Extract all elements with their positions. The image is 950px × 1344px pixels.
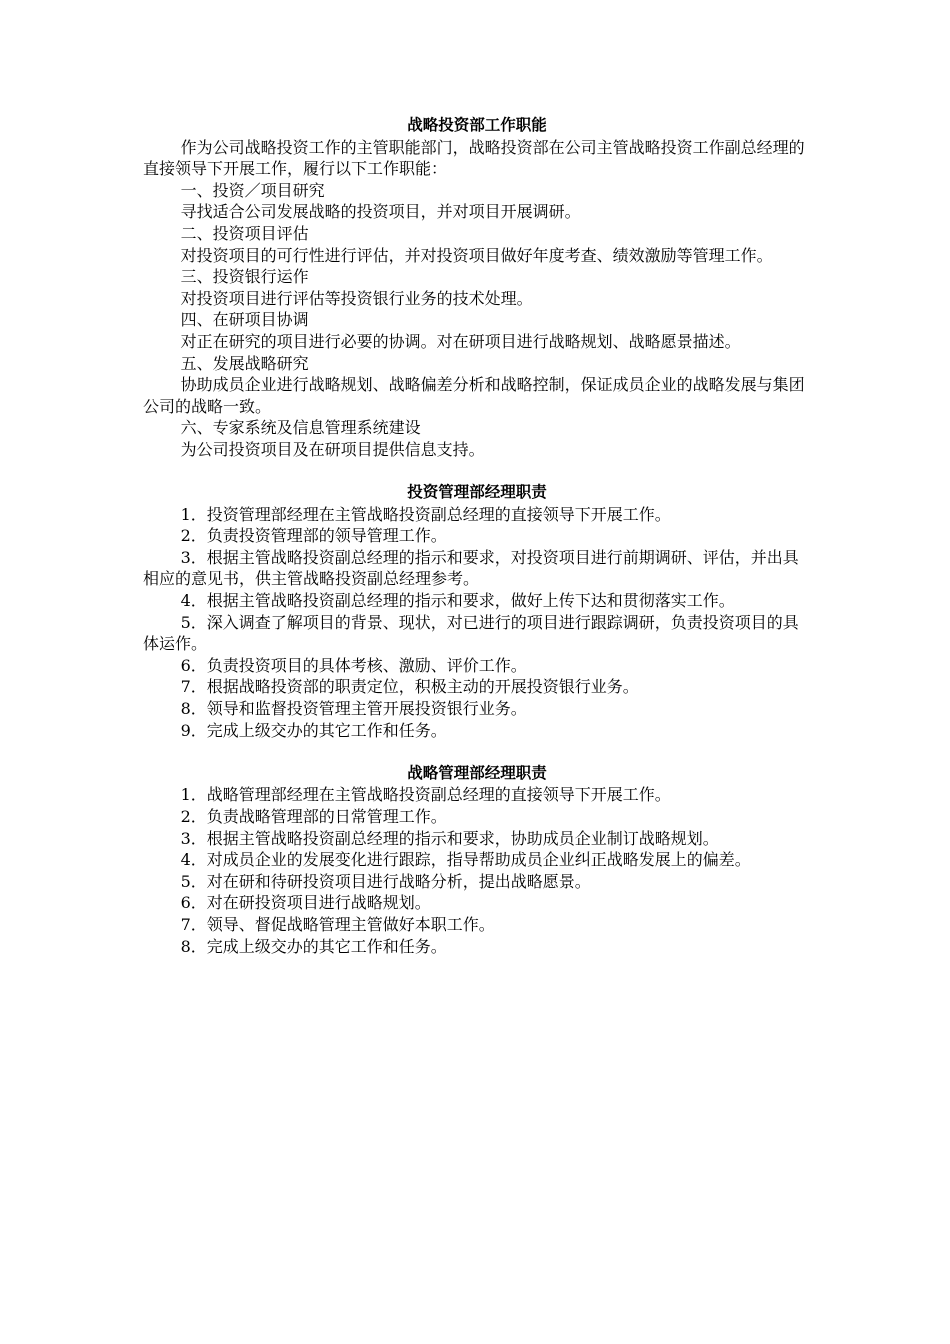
list-item: 5．对在研和待研投资项目进行战略分析，提出战略愿景。 bbox=[180, 871, 591, 891]
section-spacer bbox=[143, 741, 811, 763]
list-item: 1．战略管理部经理在主管战略投资副总经理的直接领导下开展工作。 bbox=[180, 785, 671, 805]
subheading: 四、在研项目协调 bbox=[180, 310, 309, 330]
section-spacer bbox=[143, 461, 811, 483]
section-title: 战略管理部经理职责 bbox=[407, 763, 547, 782]
paragraph: 对正在研究的项目进行必要的协调。对在研项目进行战略规划、战略愿景描述。 bbox=[180, 331, 741, 351]
paragraph: 协助成员企业进行战略规划、战略偏差分析和战略控制，保证成员企业的战略发展与集团公司的战略一致。 bbox=[143, 375, 805, 416]
list-item: 4．对成员企业的发展变化进行跟踪，指导帮助成员企业纠正战略发展上的偏差。 bbox=[180, 850, 751, 870]
section-title: 战略投资部工作职能 bbox=[407, 116, 547, 134]
paragraph: 为公司投资项目及在研项目提供信息支持。 bbox=[180, 439, 485, 459]
list-item: 1．投资管理部经理在主管战略投资副总经理的直接领导下开展工作。 bbox=[180, 504, 671, 524]
list-item: 3．根据主管战略投资副总经理的指示和要求，协助成员企业制订战略规划。 bbox=[180, 828, 719, 848]
list-item: 6．负责投资项目的具体考核、激励、评价工作。 bbox=[180, 655, 527, 675]
subheading: 五、发展战略研究 bbox=[180, 353, 309, 373]
paragraph: 对投资项目的可行性进行评估，并对投资项目做好年度考查、绩效激励等管理工作。 bbox=[180, 245, 773, 265]
document-page bbox=[143, 115, 811, 957]
list-item: 8．领导和监督投资管理主管开展投资银行业务。 bbox=[180, 699, 527, 719]
paragraph: 寻找适合公司发展战略的投资项目，并对项目开展调研。 bbox=[180, 202, 581, 222]
list-item: 8．完成上级交办的其它工作和任务。 bbox=[180, 936, 447, 956]
list-item: 7．领导、督促战略管理主管做好本职工作。 bbox=[180, 914, 495, 934]
list-item: 7．根据战略投资部的职责定位，积极主动的开展投资银行业务。 bbox=[180, 677, 639, 697]
subheading: 二、投资项目评估 bbox=[180, 223, 309, 243]
list-item: 2．负责战略管理部的日常管理工作。 bbox=[180, 807, 447, 826]
paragraph: 作为公司战略投资工作的主管职能部门，战略投资部在公司主管战略投资工作副总经理的直接领导下开展工作，履行以下工作职能： bbox=[143, 137, 805, 179]
subheading: 三、投资银行运作 bbox=[180, 267, 309, 287]
list-item: 3．根据主管战略投资副总经理的指示和要求，对投资项目进行前期调研、评估，并出具相应的意见书，供主管战略投资副总经理参考。 bbox=[143, 547, 799, 589]
list-item: 2．负责投资管理部的领导管理工作。 bbox=[180, 526, 447, 546]
section-title: 投资管理部经理职责 bbox=[407, 483, 547, 502]
subheading: 一、投资／项目研究 bbox=[180, 180, 325, 200]
subheading: 六、专家系统及信息管理系统建设 bbox=[180, 418, 421, 438]
list-item: 6．对在研投资项目进行战略规划。 bbox=[180, 893, 431, 913]
paragraph: 对投资项目进行评估等投资银行业务的技术处理。 bbox=[180, 288, 533, 308]
list-item: 9．完成上级交办的其它工作和任务。 bbox=[180, 720, 447, 740]
list-item: 4．根据主管战略投资副总经理的指示和要求，做好上传下达和贯彻落实工作。 bbox=[180, 591, 735, 611]
list-item: 5．深入调查了解项目的背景、现状，对已进行的项目进行跟踪调研，负责投资项目的具体运作。 bbox=[143, 612, 799, 654]
